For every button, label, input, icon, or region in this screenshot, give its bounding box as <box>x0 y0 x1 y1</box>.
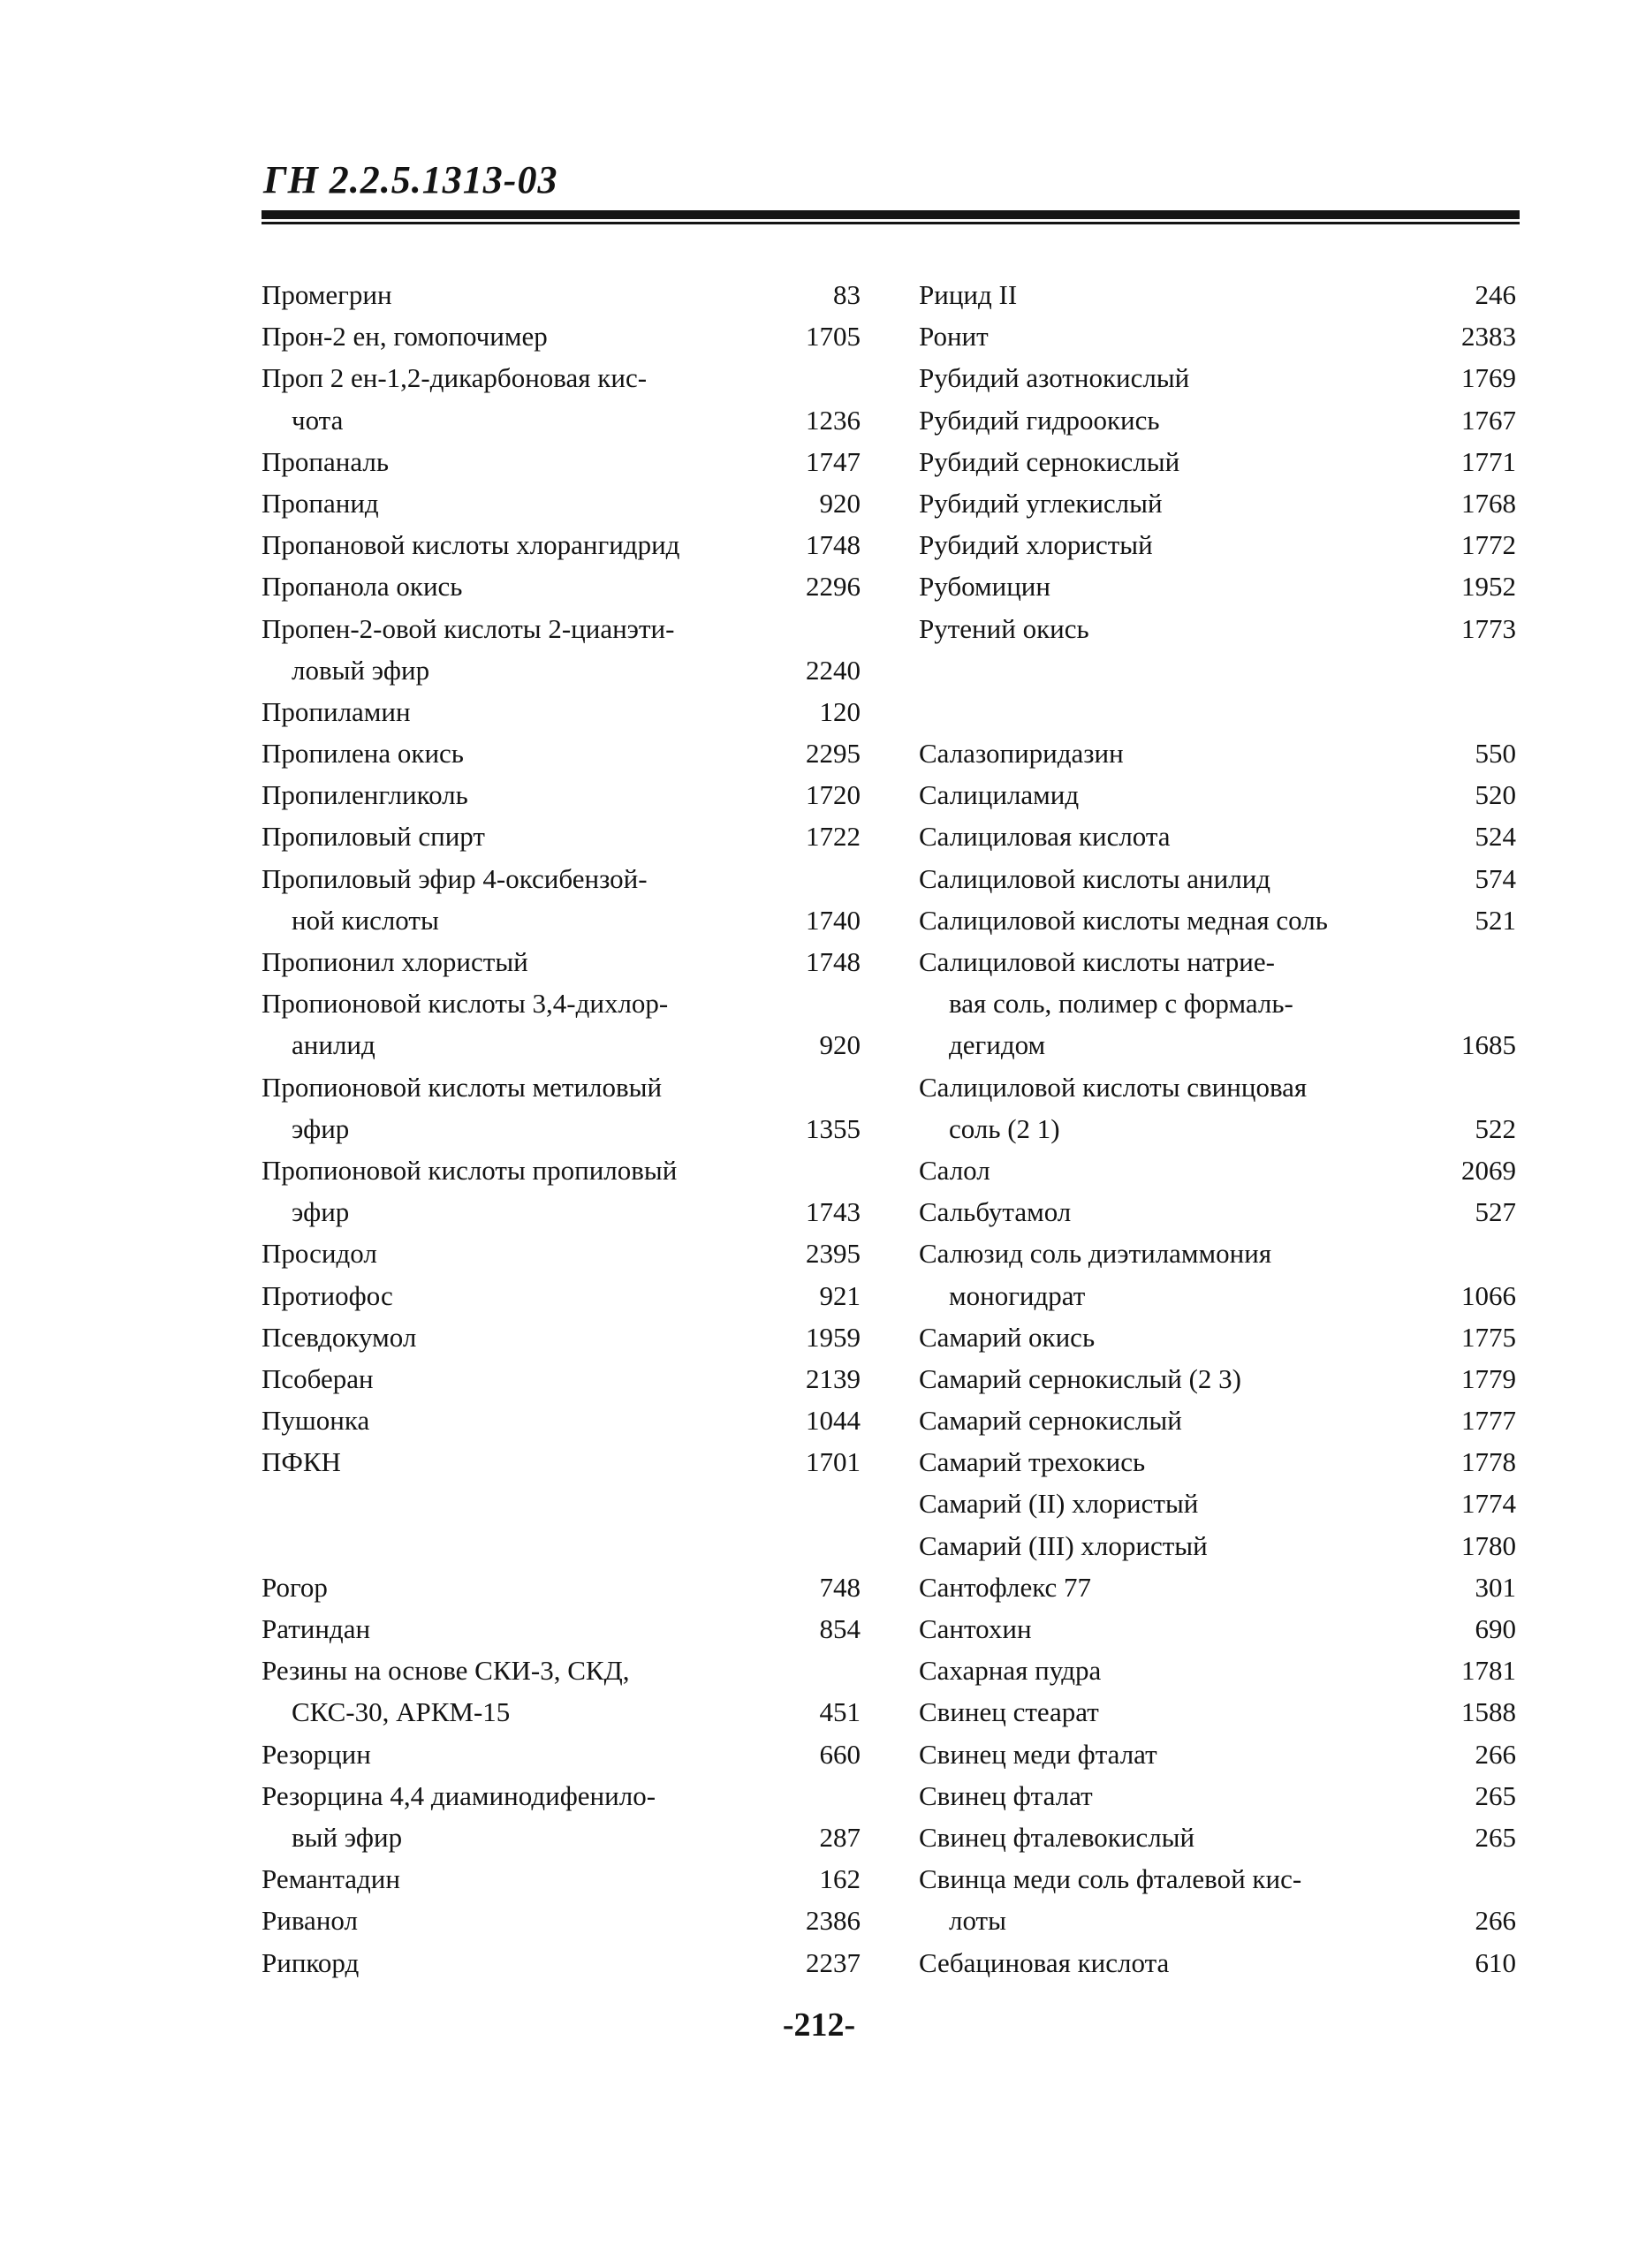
index-entry-number: 522 <box>1475 1112 1516 1144</box>
index-entry-term: Салициловой кислоты свинцовая <box>919 1071 1308 1103</box>
index-entry-number: 521 <box>1475 904 1516 936</box>
index-entry-number: 2139 <box>806 1362 861 1394</box>
index-entry-number: 574 <box>1475 862 1516 894</box>
index-entry <box>262 1149 861 1191</box>
index-entry-number: 854 <box>819 1613 861 1644</box>
index-entry-term: Пропионил хлористый <box>262 946 528 977</box>
index-entry-term: Рубидий гидроокись <box>919 404 1160 436</box>
section-gap <box>919 691 1516 732</box>
index-entry <box>919 608 1516 649</box>
index-entry <box>262 1066 861 1108</box>
index-entry <box>919 732 1516 774</box>
index-entry <box>919 1149 1516 1191</box>
index-entry <box>262 1191 861 1233</box>
index-entry-number: 1044 <box>806 1405 861 1437</box>
index-entry-number: 920 <box>819 487 861 519</box>
index-entry <box>262 1399 861 1441</box>
index-entry-term: Пропанола окись <box>262 571 463 603</box>
index-entry-term: Сальбутамол <box>919 1196 1072 1228</box>
index-entry <box>919 1900 1516 1941</box>
index-entry-number: 2395 <box>806 1238 861 1270</box>
index-entry-term: эфир <box>292 1196 350 1228</box>
index-entry-term: Рубомицин <box>919 571 1050 603</box>
index-entry-term: Промегрин <box>262 279 392 310</box>
index-entry-term: вая соль, полимер с формаль- <box>949 988 1293 1020</box>
section-gap <box>262 1483 861 1524</box>
index-column-right <box>919 274 1516 1984</box>
index-entry <box>262 649 861 691</box>
index-entry <box>919 1525 1516 1566</box>
document-code-header: ГН 2.2.5.1313-03 <box>263 158 558 201</box>
index-entry-number: 1768 <box>1461 487 1516 519</box>
index-entry <box>262 815 861 857</box>
index-entry-term: Резорцин <box>262 1738 371 1770</box>
index-entry <box>262 1817 861 1858</box>
index-entry-term: Пропиленгликоль <box>262 779 468 811</box>
index-entry <box>262 274 861 315</box>
index-entry <box>919 524 1516 565</box>
index-entry-term: Проп 2 ен-1,2-дикарбоновая кис- <box>262 362 648 394</box>
index-entry <box>919 982 1516 1024</box>
index-entry-number: 748 <box>819 1571 861 1603</box>
index-entry-term: моногидрат <box>949 1279 1086 1311</box>
index-entry-number: 550 <box>1475 738 1516 770</box>
index-entry-number: 1355 <box>806 1112 861 1144</box>
index-entry-term: Салициловой кислоты анилид <box>919 862 1271 894</box>
index-entry-number: 1743 <box>806 1196 861 1228</box>
index-entry-term: Рубидий сернокислый <box>919 445 1180 477</box>
index-entry <box>919 1233 1516 1274</box>
index-entry-term: Салициловая кислота <box>919 821 1171 853</box>
index-entry-number: 1748 <box>806 529 861 561</box>
index-entry <box>919 1191 1516 1233</box>
index-entry <box>919 274 1516 315</box>
index-entry-term: Рицид II <box>919 279 1018 310</box>
index-entry-term: дегидом <box>949 1029 1046 1061</box>
index-entry-number: 265 <box>1475 1821 1516 1853</box>
index-entry <box>262 858 861 899</box>
index-entry <box>262 608 861 649</box>
index-entry-term: Рубидий хлористый <box>919 529 1153 561</box>
index-entry <box>919 1775 1516 1817</box>
index-entry <box>919 1483 1516 1524</box>
index-entry <box>262 1775 861 1817</box>
index-entry-number: 1685 <box>1461 1029 1516 1061</box>
index-entry <box>919 441 1516 482</box>
index-entry-term: Самарий (II) хлористый <box>919 1488 1199 1520</box>
index-entry <box>262 357 861 398</box>
index-entry-number: 1720 <box>806 779 861 811</box>
index-entry-number: 1777 <box>1461 1405 1516 1437</box>
index-entry-number: 1774 <box>1461 1488 1516 1520</box>
index-entry-number: 1773 <box>1461 612 1516 644</box>
index-entry-number: 83 <box>833 279 861 310</box>
index-entry-term: СКС-30, АРКМ-15 <box>292 1696 511 1728</box>
index-entry <box>919 815 1516 857</box>
index-entry <box>262 482 861 524</box>
index-entry-term: Пропионовой кислоты метиловый <box>262 1071 663 1103</box>
index-entry-term: чота <box>292 404 344 436</box>
index-entry <box>262 1858 861 1900</box>
index-entry-term: Ратиндан <box>262 1613 371 1644</box>
index-entry <box>919 1733 1516 1775</box>
index-entry <box>919 1108 1516 1149</box>
index-entry <box>262 1608 861 1650</box>
index-entry <box>919 399 1516 441</box>
index-entry-term: ловый эфир <box>292 654 430 686</box>
index-entry-term: Самарий окись <box>919 1321 1096 1353</box>
index-entry-term: Самарий сернокислый <box>919 1405 1182 1437</box>
index-entry-number: 246 <box>1475 279 1516 310</box>
index-entry-term: Самарий трехокись <box>919 1446 1146 1478</box>
index-entry-number: 1722 <box>806 821 861 853</box>
index-entry <box>262 1900 861 1941</box>
index-entry-term: Салазопиридазин <box>919 738 1124 770</box>
index-entry <box>262 899 861 941</box>
index-entry-term: Резины на основе СКИ-3, СКД, <box>262 1655 630 1687</box>
index-entry <box>919 1024 1516 1066</box>
index-entry-number: 1771 <box>1461 445 1516 477</box>
index-entry <box>919 1566 1516 1608</box>
index-entry <box>262 941 861 982</box>
index-entry-number: 2240 <box>806 654 861 686</box>
index-entry <box>919 899 1516 941</box>
index-entry-term: Риванол <box>262 1905 358 1937</box>
index-entry-term: Пропен-2-овой кислоты 2-цианэти- <box>262 612 675 644</box>
index-entry <box>919 482 1516 524</box>
index-entry-number: 1779 <box>1461 1362 1516 1394</box>
index-entry-term: Рубидий азотнокислый <box>919 362 1190 394</box>
index-entry-number: 1778 <box>1461 1446 1516 1478</box>
index-entry-term: анилид <box>292 1029 375 1061</box>
index-entry-term: Сантофлекс 77 <box>919 1571 1092 1603</box>
index-entry-term: Пушонка <box>262 1405 370 1437</box>
index-entry-term: лоты <box>949 1905 1006 1937</box>
index-entry <box>262 399 861 441</box>
index-entry <box>919 1650 1516 1691</box>
index-entry-term: Пропилена окись <box>262 738 464 770</box>
index-entry-number: 660 <box>819 1738 861 1770</box>
index-entry-term: Сантохин <box>919 1613 1032 1644</box>
index-entry-term: Салол <box>919 1154 990 1186</box>
index-entry-number: 287 <box>819 1821 861 1853</box>
index-entry-number: 1701 <box>806 1446 861 1478</box>
index-entry-number: 301 <box>1475 1571 1516 1603</box>
index-entry <box>262 1316 861 1358</box>
index-entry-number: 520 <box>1475 779 1516 811</box>
index-entry <box>919 1817 1516 1858</box>
index-entry-number: 1781 <box>1461 1655 1516 1687</box>
index-entry <box>262 565 861 607</box>
index-entry-number: 1959 <box>806 1321 861 1353</box>
index-entry-number: 1066 <box>1461 1279 1516 1311</box>
index-entry <box>919 1942 1516 1984</box>
index-entry-number: 1772 <box>1461 529 1516 561</box>
header-rule-thick <box>262 210 1520 219</box>
index-entry-term: Прон-2 ен, гомопочимер <box>262 321 548 353</box>
index-entry-term: Пропановой кислоты хлорангидрид <box>262 529 680 561</box>
index-entry-term: Рубидий углекислый <box>919 487 1163 519</box>
index-entry-number: 1740 <box>806 904 861 936</box>
index-entry <box>919 1608 1516 1650</box>
index-entry <box>262 1691 861 1733</box>
index-entry <box>919 1441 1516 1483</box>
index-entry-term: Рипкорд <box>262 1946 360 1978</box>
index-entry-number: 921 <box>819 1279 861 1311</box>
index-entry-term: Салициловой кислоты натрие- <box>919 946 1275 977</box>
index-entry <box>919 1066 1516 1108</box>
index-entry <box>262 1441 861 1483</box>
index-entry-term: Псоберан <box>262 1362 374 1394</box>
index-entry-number: 1588 <box>1461 1696 1516 1728</box>
index-entry-term: Свинец фталевокислый <box>919 1821 1195 1853</box>
index-entry-term: эфир <box>292 1112 350 1144</box>
index-entry-term: Свинец стеарат <box>919 1696 1099 1728</box>
index-entry <box>919 1358 1516 1399</box>
index-entry <box>919 565 1516 607</box>
section-gap <box>919 649 1516 691</box>
index-entry <box>919 858 1516 899</box>
index-entry-term: Свинец меди фталат <box>919 1738 1157 1770</box>
index-entry <box>262 691 861 732</box>
index-entry-term: Себациновая кислота <box>919 1946 1170 1978</box>
index-entry <box>262 774 861 815</box>
index-entry-term: Ремантадин <box>262 1863 400 1895</box>
index-entry <box>262 982 861 1024</box>
index-entry-number: 1769 <box>1461 362 1516 394</box>
index-entry-term: ПФКН <box>262 1446 341 1478</box>
index-entry-term: Пропаналь <box>262 445 389 477</box>
index-entry <box>919 1316 1516 1358</box>
index-entry-term: Рогор <box>262 1571 328 1603</box>
index-entry <box>919 1399 1516 1441</box>
index-entry <box>919 357 1516 398</box>
index-entry <box>919 941 1516 982</box>
index-entry-number: 1705 <box>806 321 861 353</box>
index-entry-term: Пропанид <box>262 487 379 519</box>
index-entry <box>262 441 861 482</box>
index-entry <box>262 1650 861 1691</box>
index-entry-term: Пропиловый спирт <box>262 821 485 853</box>
index-entry <box>919 1691 1516 1733</box>
index-entry-term: Салюзид соль диэтиламмония <box>919 1238 1272 1270</box>
index-entry <box>919 315 1516 357</box>
index-entry-number: 266 <box>1475 1905 1516 1937</box>
index-entry-number: 2383 <box>1461 321 1516 353</box>
index-entry-number: 1748 <box>806 946 861 977</box>
index-entry-term: Резорцина 4,4 диаминодифенило- <box>262 1779 656 1811</box>
index-entry <box>262 1275 861 1316</box>
index-entry-number: 2386 <box>806 1905 861 1937</box>
index-entry-number: 451 <box>819 1696 861 1728</box>
index-entry <box>262 1024 861 1066</box>
index-column-left <box>262 274 861 1984</box>
index-entry <box>262 1108 861 1149</box>
index-entry-number: 2295 <box>806 738 861 770</box>
index-entry-term: Псевдокумол <box>262 1321 417 1353</box>
page-number: -212- <box>782 2006 856 2044</box>
index-entry-number: 162 <box>819 1863 861 1895</box>
index-entry-term: Самарий (III) хлористый <box>919 1529 1208 1561</box>
index-entry-number: 527 <box>1475 1196 1516 1228</box>
header-rule-thin <box>262 222 1520 224</box>
index-entry-number: 524 <box>1475 821 1516 853</box>
index-entry-term: Рутений окись <box>919 612 1089 644</box>
index-entry-term: вый эфир <box>292 1821 403 1853</box>
index-entry-number: 1952 <box>1461 571 1516 603</box>
index-entry <box>262 1566 861 1608</box>
index-entry-term: Салициловой кислоты медная соль <box>919 904 1328 936</box>
index-entry <box>262 1233 861 1274</box>
index-entry-number: 1747 <box>806 445 861 477</box>
index-entry-number: 1780 <box>1461 1529 1516 1561</box>
index-entry-term: Пропиламин <box>262 695 411 727</box>
index-entry-term: Ронит <box>919 321 989 353</box>
index-entry-term: Пропиловый эфир 4-оксибензой- <box>262 862 648 894</box>
index-entry-term: Пропионовой кислоты 3,4-дихлор- <box>262 988 669 1020</box>
index-entry <box>262 1358 861 1399</box>
index-entry-term: Пропионовой кислоты пропиловый <box>262 1154 678 1186</box>
index-entry-number: 2237 <box>806 1946 861 1978</box>
index-entry-number: 120 <box>819 695 861 727</box>
index-entry-number: 266 <box>1475 1738 1516 1770</box>
index-entry-number: 920 <box>819 1029 861 1061</box>
index-entry-term: Протиофос <box>262 1279 393 1311</box>
index-entry <box>919 774 1516 815</box>
index-entry <box>919 1275 1516 1316</box>
index-entry-number: 2296 <box>806 571 861 603</box>
index-entry-term: соль (2 1) <box>949 1112 1060 1144</box>
index-entry-term: Салициламид <box>919 779 1080 811</box>
index-entry-number: 610 <box>1475 1946 1516 1978</box>
index-entry <box>919 1858 1516 1900</box>
index-entry <box>262 315 861 357</box>
index-entry-number: 1775 <box>1461 1321 1516 1353</box>
index-entry-number: 690 <box>1475 1613 1516 1644</box>
index-entry-term: Свинец фталат <box>919 1779 1093 1811</box>
index-entry-term: ной кислоты <box>292 904 439 936</box>
index-entry-number: 2069 <box>1461 1154 1516 1186</box>
section-gap <box>262 1525 861 1566</box>
index-entry-number: 265 <box>1475 1779 1516 1811</box>
index-entry-number: 1767 <box>1461 404 1516 436</box>
index-entry <box>262 524 861 565</box>
index-entry <box>262 1733 861 1775</box>
index-entry-term: Самарий сернокислый (2 3) <box>919 1362 1241 1394</box>
index-entry-term: Свинца меди соль фталевой кис- <box>919 1863 1302 1895</box>
index-entry-term: Сахарная пудра <box>919 1655 1102 1687</box>
index-entry-term: Просидол <box>262 1238 377 1270</box>
index-entry-number: 1236 <box>806 404 861 436</box>
index-entry <box>262 732 861 774</box>
index-entry <box>262 1942 861 1984</box>
